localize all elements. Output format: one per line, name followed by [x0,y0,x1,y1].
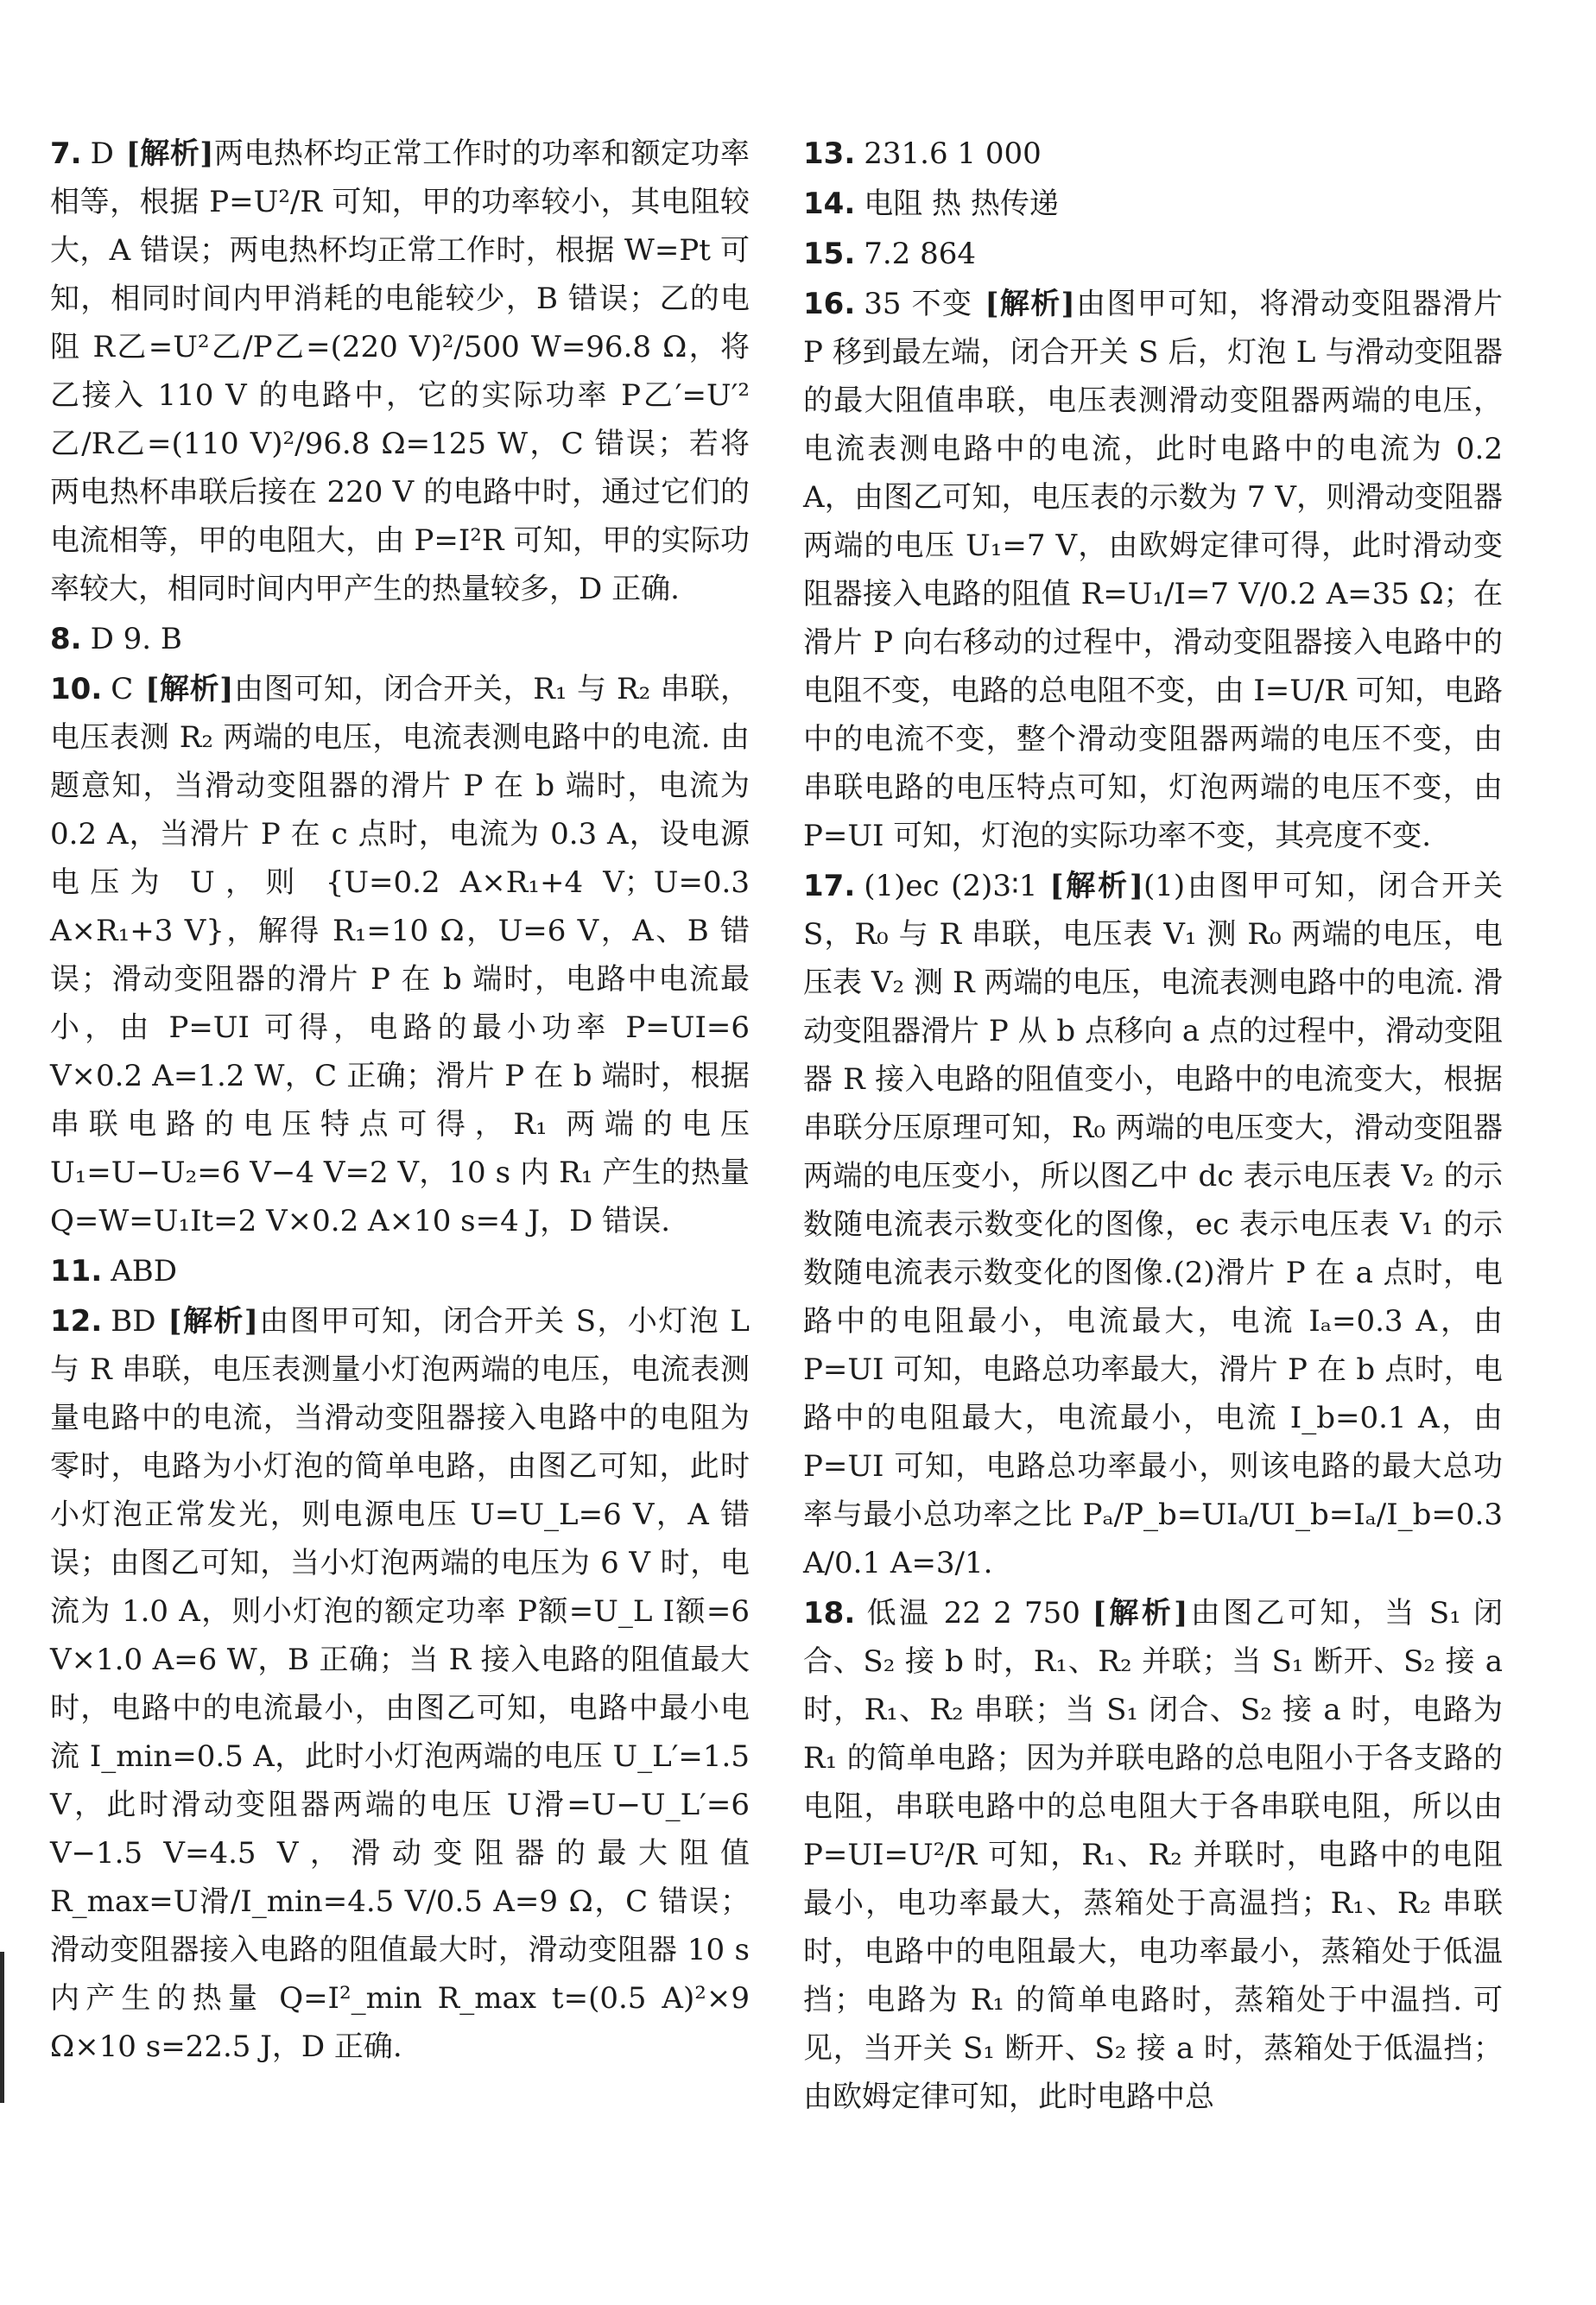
left-column [50,130,759,2073]
analysis-tag: [解析] [1049,869,1143,903]
answer-key: 35 不变 [864,287,973,321]
answer-explanation: 由图甲可知，将滑动变阻器滑片 P 移到最左端，闭合开关 S 后，灯泡 L 与滑动变阻器的最大阻值串联，电压表测滑动变阻器两端的电压，电流表测电路中的电流，此时电路中的电流为 0.2 A，由图乙可知，电压表的示数为 7 V，则滑动变阻器两端的电压 U₁=7 V，由欧姆定律可得，此时滑动变阻器接入电路的阻值 R=U₁/I=7 V/0.2 A=35 Ω；在滑片 P 向右移动的过程中，滑动变阻器接入电路中的电阻不变，电路的总电阻不变，由 I=U/R 可知，电路中的电流不变，整个滑动变阻器两端的电压不变，由串联电路的电压特点可知，灯泡两端的电压不变，由 P=UI 可知，灯泡的实际功率不变，其亮度不变. [803,287,1512,853]
analysis-tag: [解析] [985,287,1075,321]
answer-explanation: 由图乙可知，当 S₁ 闭合、S₂ 接 b 时，R₁、R₂ 并联；当 S₁ 断开、S₂ 接 a 时，R₁、R₂ 串联；当 S₁ 闭合、S₂ 接 a 时，电路为 R₁ 的简单电路；因为并联电路的总电阻小于各支路的电阻，串联电路中的总电阻大于各串联电阻，所以由 P=UI=U²/R 可知，R₁、R₂ 并联时，电路中的电阻最小，电功率最大，蒸箱处于高温挡；R₁、R₂ 串联时，电路中的电阻最大，电功率最小，蒸箱处于低温挡；电路为 R₁ 的简单电路时，蒸箱处于中温挡. 可见，当开关 S₁ 断开、S₂ 接 a 时，蒸箱处于低温挡；由欧姆定律可知，此时电路中总 [803,1596,1512,2114]
answer-number: 17. [803,869,856,903]
answer-key: 7.2 864 [864,237,977,271]
answer-key: 电阻 热 热传递 [864,187,1059,221]
answer-key: 低温 22 2 750 [864,1596,1080,1631]
answer-number: 14. [803,187,856,221]
answer-item [803,180,1503,228]
answer-key: D 9. B [90,622,182,656]
answer-explanation: (1)由图甲可知，闭合开关 S，R₀ 与 R 串联，电压表 V₁ 测 R₀ 两端的电压，电压表 V₂ 测 R 两端的电压，电流表测电路中的电流. 滑动变阻器滑片 P 从 b 点移向 a 点的过程中，滑动变阻器 R 接入电路的阻值变小，电路中的电流变大，根据串联分压原理可知，R₀ 两端的电压变大，滑动变阻器两端的电压变小，所以图乙中 dc 表示电压表 V₂ 的示数随电流表示数变化的图像，ec 表示电压表 V₁ 的示数随电流表示数变化的图像.(2)滑片 P 在 a 点时，电路中的电阻最小，电流最大，电流 Iₐ=0.3 A，由 P=UI 可知，电路总功率最大，滑片 P 在 b 点时，电路中的电阻最大，电流最小，电流 I_b=0.1 A，由 P=UI 可知，电路总功率最小，则该电路的最大总功率与最小总功率之比 Pₐ/P_b=UIₐ/UI_b=Iₐ/I_b=0.3 A/0.1 A=3/1. [803,869,1512,1580]
answer-key: BD [111,1304,156,1339]
answer-item [50,615,750,663]
margin-rule [0,1952,4,2103]
answer-number: 10. [50,672,103,706]
answer-item [50,1297,759,2071]
answer-number: 13. [803,136,856,171]
answer-key: D [90,136,114,171]
answer-number: 15. [803,237,856,271]
answer-item [803,230,1503,278]
analysis-tag: [解析] [1092,1596,1188,1631]
answer-explanation: 由图甲可知，闭合开关 S，小灯泡 L 与 R 串联，电压表测量小灯泡两端的电压，电流表测量电路中的电流，当滑动变阻器接入电路中的电阻为零时，电路为小灯泡的简单电路，由图乙可知，此时小灯泡正常发光，则电源电压 U=U_L=6 V，A 错误；由图乙可知，当小灯泡两端的电压为 6 V 时，电流为 1.0 A，则小灯泡的额定功率 P额=U_L I额=6 V×1.0 A=6 W，B 正确；当 R 接入电路的阻值最大时，电路中的电流最小，由图乙可知，电路中最小电流 I_min=0.5 A，此时小灯泡两端的电压 U_L′=1.5 V，此时滑动变阻器两端的电压 U滑=U−U_L′=6 V−1.5 V=4.5 V，滑动变阻器的最大阻值 R_max=U滑/I_min=4.5 V/0.5 A=9 Ω，C 错误；滑动变阻器接入电路的阻值最大时，滑动变阻器 10 s 内产生的热量 Q=I²_min R_max t=(0.5 A)²×9 Ω×10 s=22.5 J，D 正确. [50,1304,759,2064]
answer-item [803,1589,1512,2121]
answer-explanation: 由图可知，闭合开关，R₁ 与 R₂ 串联，电压表测 R₂ 两端的电压，电流表测电路中的电流. 由题意知，当滑动变阻器的滑片 P 在 b 端时，电流为 0.2 A，当滑片 P 在 c 点时，电流为 0.3 A，设电源电压为 U，则 {U=0.2 A×R₁+4 V；U=0.3 A×R₁+3 V}，解得 R₁=10 Ω，U=6 V，A、B 错误；滑动变阻器的滑片 P 在 b 端时，电路中电流最小，由 P=UI 可得，电路的最小功率 P=UI=6 V×0.2 A=1.2 W，C 正确；滑片 P 在 b 端时，根据串联电路的电压特点可得，R₁ 两端的电压 U₁=U−U₂=6 V−4 V=2 V，10 s 内 R₁ 产生的热量 Q=W=U₁It=2 V×0.2 A×10 s=4 J，D 错误. [50,672,759,1238]
analysis-tag: [解析] [125,136,214,171]
answer-item [50,130,750,613]
answer-item [50,1247,750,1295]
answer-explanation: 两电热杯均正常工作时的功率和额定功率相等，根据 P=U²/R 可知，甲的功率较小，其电阻较大，A 错误；两电热杯均正常工作时，根据 W=Pt 可知，相同时间内甲消耗的电能较少，B 错误；乙的电阻 R乙=U²乙/P乙=(220 V)²/500 W=96.8 Ω，将乙接入 110 V 的电路中，它的实际功率 P乙′=U′²乙/R乙=(110 V)²/96.8 Ω=125 W，C 错误；若将两电热杯串联后接在 220 V 的电路中时，通过它们的电流相等，甲的电阻大，由 P=I²R 可知，甲的实际功率较大，相同时间内甲产生的热量较多，D 正确. [50,136,750,606]
answer-key: (1)ec (2)3∶1 [864,869,1038,903]
answer-item [803,280,1512,860]
analysis-tag: [解析] [145,672,234,706]
answer-number: 18. [803,1596,856,1631]
answer-item [50,665,759,1245]
right-column [803,130,1512,2123]
answer-number: 7. [50,136,82,171]
analysis-tag: [解析] [168,1304,258,1339]
answer-key: C [111,672,134,706]
answer-number: 11. [50,1254,103,1289]
answer-item [803,862,1512,1587]
answer-key: 231.6 1 000 [864,136,1042,171]
answer-number: 12. [50,1304,103,1339]
answer-number: 8. [50,622,82,656]
answer-item [803,130,1503,178]
answer-key: ABD [111,1254,178,1289]
answer-number: 16. [803,287,856,321]
